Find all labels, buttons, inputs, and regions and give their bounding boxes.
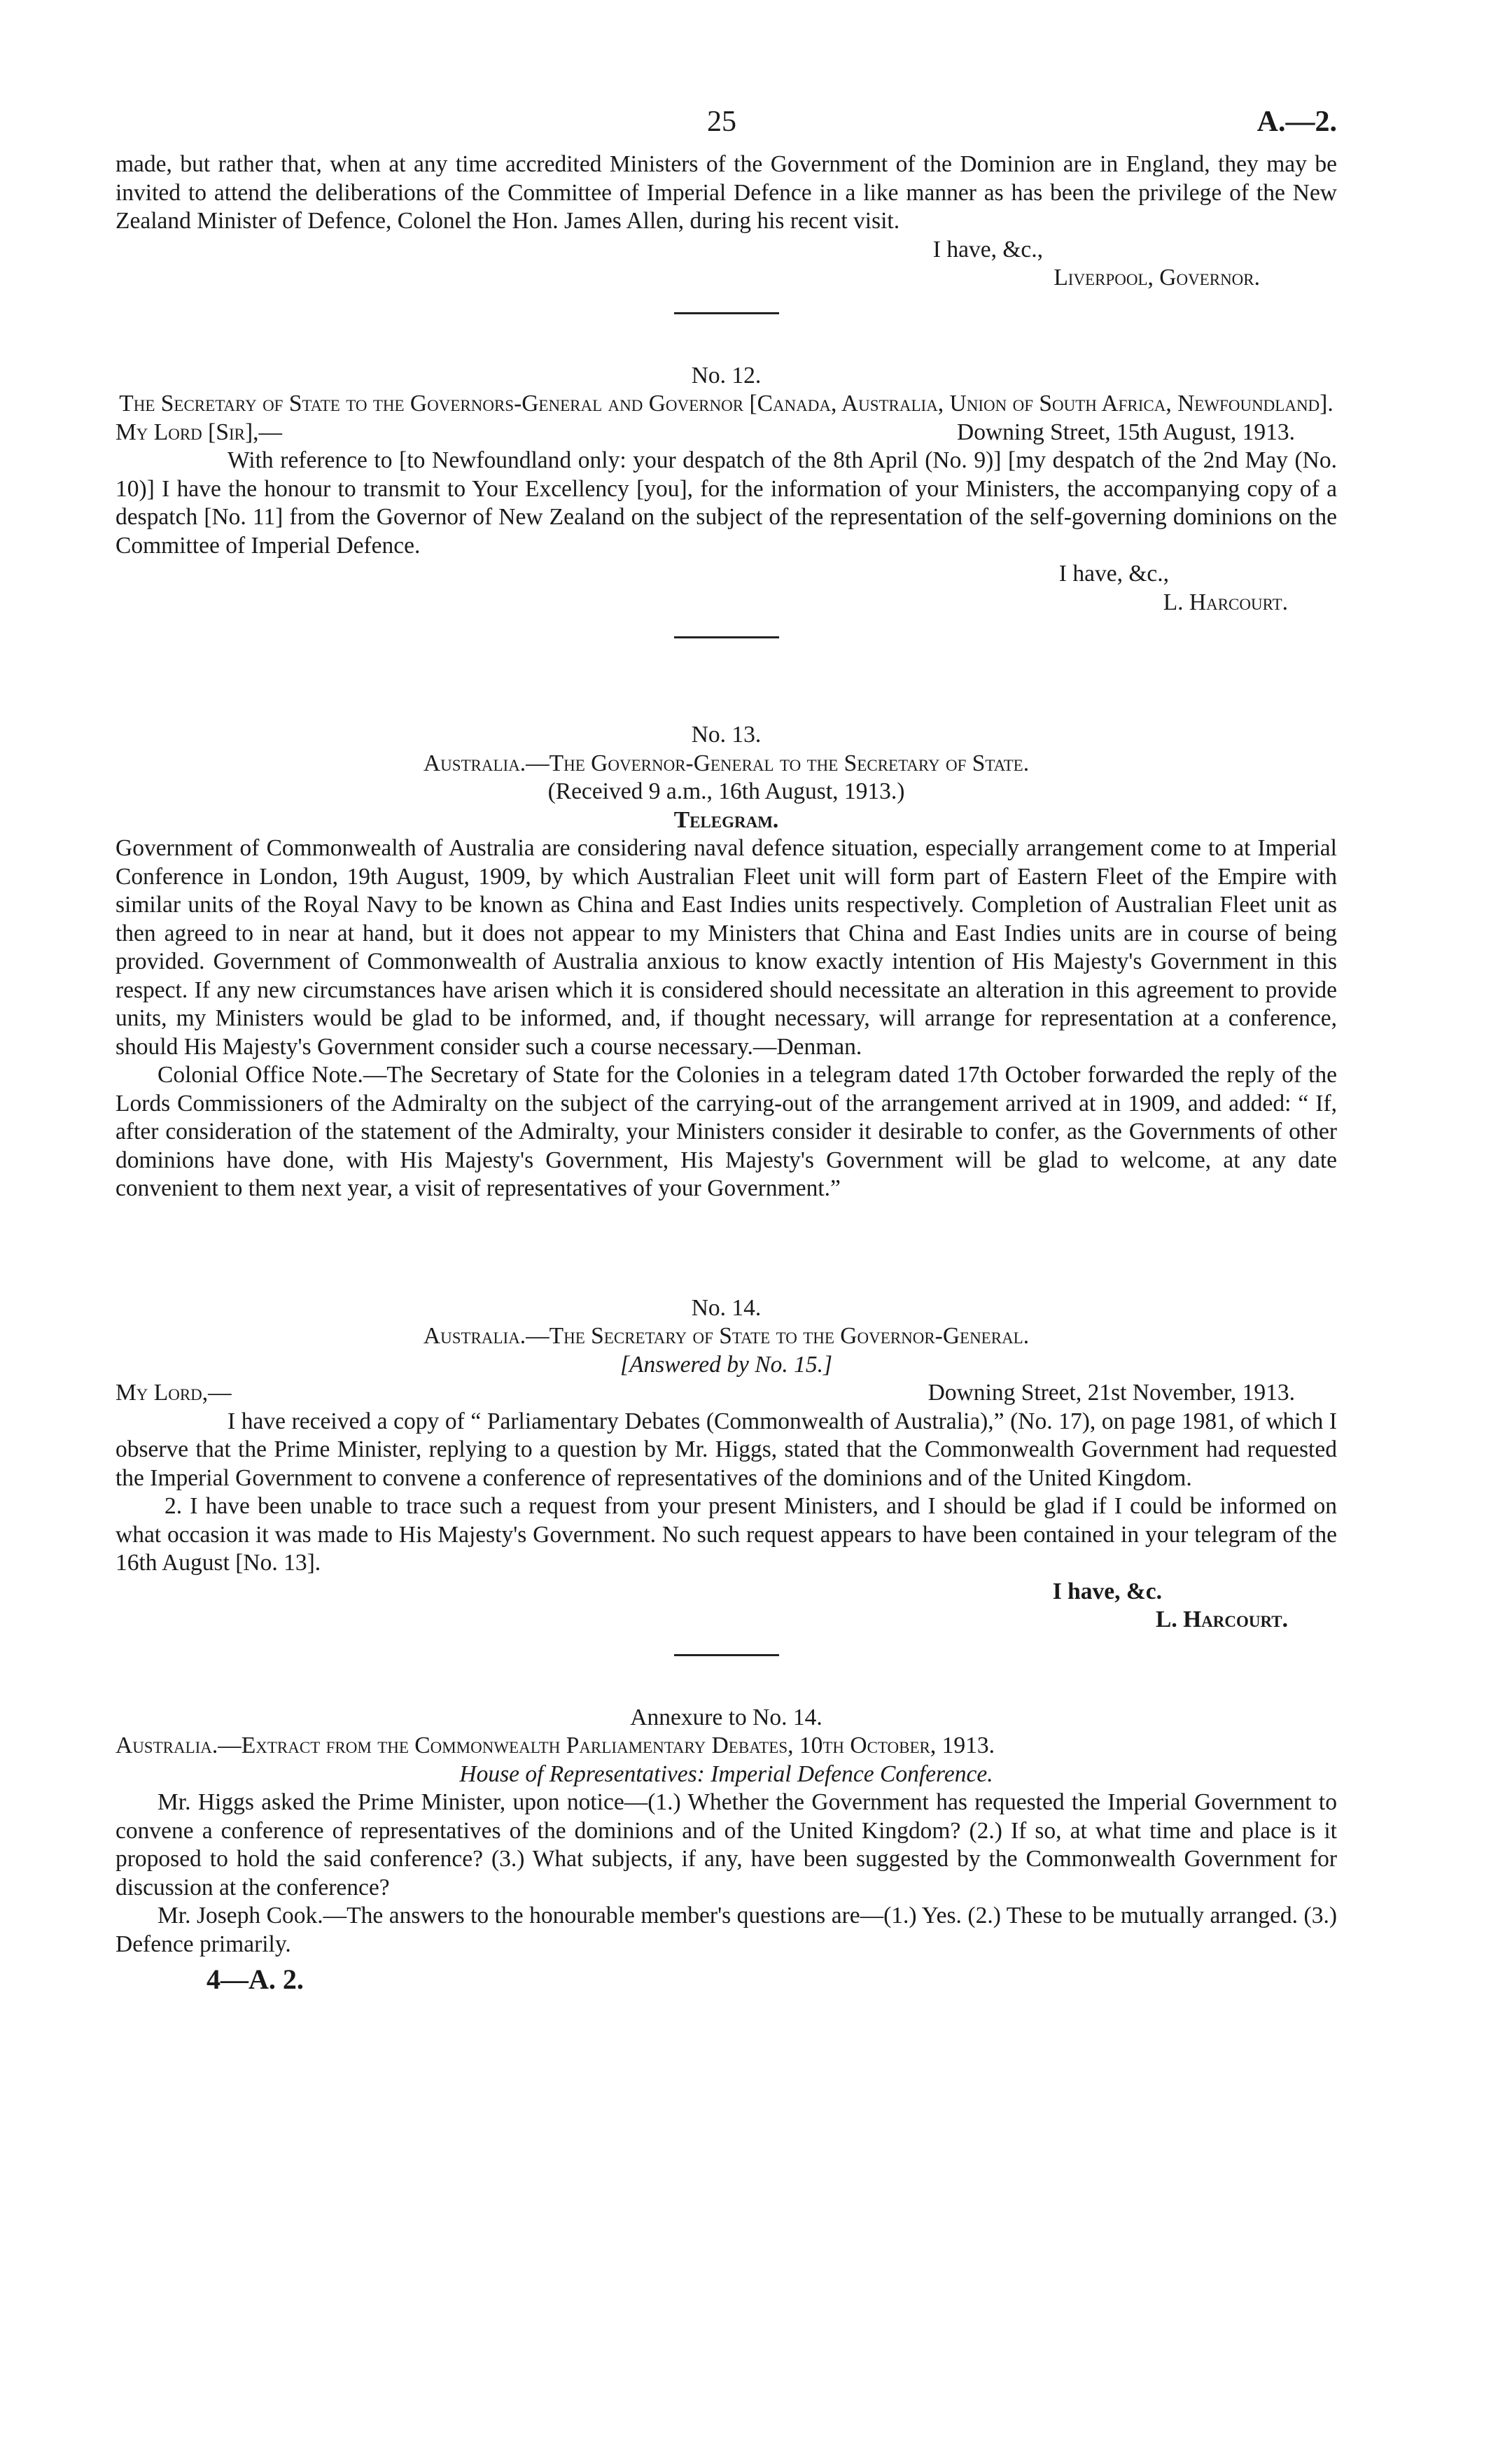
no12-closing: I have, &c., <box>1058 561 1169 587</box>
no14-number: No. 14. <box>691 1294 762 1321</box>
no14-title: Australia.—The Secretary of State to the Governor-General. <box>423 1323 1030 1349</box>
no14-signature: L. Harcourt. <box>1156 1606 1288 1632</box>
annexure-subtitle: House of Representatives: Imperial Defence Conference. <box>459 1760 993 1787</box>
signature-mark: 4—A. 2. <box>206 1963 304 1995</box>
intro-signature: Liverpool, Governor. <box>1054 265 1260 290</box>
no12-body: With reference to [to Newfoundland only: your despatch of the 8th April (No. 9)] [my despatch of the 2nd May (No. 10)] I have the honour to transmit to Your Excellency [you], for the information of your Ministers, the accompanying copy of a despatch [No. 11] from the Governor of New Zealand on the subject of the representation of the self-governing dominions on the Committee of Imperial Defence. <box>115 447 1337 559</box>
no13-type: Telegram. <box>673 806 779 833</box>
section-divider <box>674 636 779 638</box>
no14-paragraph-2: 2. I have been unable to trace such a request from your present Ministers, and I should be glad if I could be informed on what occasion it was made to His Majesty's Government. No such request appears to have been contained in your telegram of the 16th August [No. 13]. <box>115 1493 1337 1576</box>
no13-number: No. 13. <box>691 722 762 748</box>
no12-salutation: My Lord [Sir],— <box>115 419 282 445</box>
no14-salutation: My Lord,— <box>115 1380 232 1406</box>
no12-number: No. 12. <box>691 362 762 388</box>
no13-body: Government of Commonwealth of Australia are considering naval defence situation, especially arrangement come to at Imperial Conference in London, 19th August, 1909, by which Australian Fleet unit will form part of Eastern Fleet of the Empire with similar units of the Royal Navy to be known as China and East Indies units respectively. Completion of Australian Fleet unit as then agreed to in near at hand, but it does not appear to my Ministers that China and East Indies units are in course of being provided. Government of Commonwealth of Australia anxious to know exactly intention of His Majesty's Government in this respect. If any new circumstances have arisen which it is considered should necessitate an alteration in this agreement to provide units, my Ministers would be glad to be informed, and, if thought necessary, will arrange for representation at a conference, should His Majesty's Government consider such a course necessary.—Denman. <box>115 835 1337 1060</box>
page-number: 25 <box>707 106 736 138</box>
page-header <box>112 105 1337 147</box>
no14-salutation-row <box>115 1379 1337 1408</box>
no14-answered: [Answered by No. 15.] <box>620 1351 833 1378</box>
no13-colonial-office-note: Colonial Office Note.—The Secretary of State for the Colonies in a telegram dated 17th October forwarded the reply of the Lords Commissioners of the Admiralty on the subject of the carrying-out of the arrangement arrived at in 1909, and added: “ If, after consideration of the statement of the Admiralty, your Ministers consider it desirable to confer, as the Governments of other dominions have done, with His Majesty's Government, His Majesty's Government will be glad to welcome, at any date convenient to them next year, a visit of representatives of your Government.” <box>115 1062 1337 1201</box>
no14-paragraph-1: I have received a copy of “ Parliamentary Debates (Commonwealth of Australia),” (No. 17), on page 1981, of which I observe that the Prime Minister, replying to a question by Mr. Higgs, stated that the Commonwealth Government had requested the Imperial Government to convene a conference of representatives of the dominions and of the United Kingdom. <box>115 1408 1337 1491</box>
no12-signature: L. Harcourt. <box>1163 589 1288 615</box>
no12-salutation-row <box>115 419 1337 447</box>
annexure-paragraph-2: Mr. Joseph Cook.—The answers to the honourable member's questions are—(1.) Yes. (2.) These to be mutually arranged. (3.) Defence primarily. <box>115 1903 1337 1957</box>
annexure-paragraph-1: Mr. Higgs asked the Prime Minister, upon notice—(1.) Whether the Government has requested the Imperial Government to convene a conference of representatives of the dominions and of the United Kingdom? (2.) If so, at what time and place is it proposed to hold the said conference? (3.) What subjects, if any, have been suggested by the Commonwealth Government for discussion at the conference? <box>115 1789 1337 1900</box>
section-divider <box>674 1654 779 1656</box>
annexure-heading: Annexure to No. 14. <box>630 1704 822 1730</box>
no14-closing: I have, &c. <box>1052 1578 1162 1604</box>
intro-paragraph: made, but rather that, when at any time accredited Ministers of the Government of the Dominion are in England, they may be invited to attend the deliberations of the Committee of Imperial Defence in a like manner as has been the privilege of the New Zealand Minister of Defence, Colonel the Hon. James Allen, during his recent visit. <box>115 151 1337 234</box>
no12-address: Downing Street, 15th August, 1913. <box>957 419 1295 445</box>
no13-received: (Received 9 a.m., 16th August, 1913.) <box>547 778 905 804</box>
annexure-title: Australia.—Extract from the Commonwealth Parliamentary Debates, 10th October, 1913. <box>115 1732 995 1758</box>
page-body <box>115 150 1337 1994</box>
section-divider <box>674 312 779 314</box>
paper-reference: A.—2. <box>1256 106 1337 138</box>
intro-closing: I have, &c., <box>932 236 1043 262</box>
no12-title: The Secretary of State to the Governors-General and Governor [Canada, Australia, Union of South Africa, Newfoundland]. <box>119 391 1334 416</box>
no14-address: Downing Street, 21st November, 1913. <box>927 1380 1295 1406</box>
no13-title: Australia.—The Governor-General to the Secretary of State. <box>423 750 1030 776</box>
